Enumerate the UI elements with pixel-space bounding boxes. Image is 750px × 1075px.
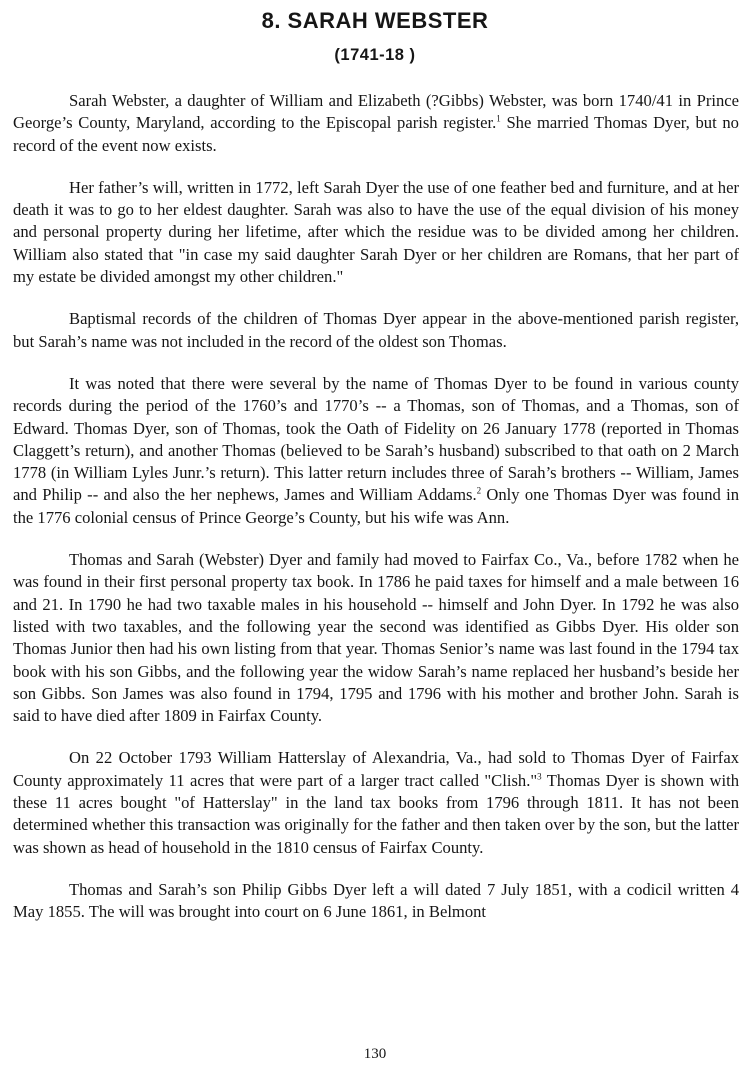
paragraph-text-cont: Only one Thomas Dyer was found in the 1776 colonial census of Prince George’s County, but his wife was Ann.	[13, 485, 739, 527]
paragraph-text: On 22 October 1793 William Hatterslay of Alexandria, Va., had sold to Thomas Dyer of Fairfax County approximately 11 acres that were part of a larger tract called "Clish."	[13, 748, 739, 790]
paragraph-text: Sarah Webster, a daughter of William and Elizabeth (?Gibbs) Webster, was born 1740/41 in Prince George’s County, Maryland, according to the Episcopal parish register.	[13, 91, 739, 133]
paragraph-6	[13, 747, 739, 858]
paragraph-4	[13, 373, 739, 529]
footnote-ref-1: 1	[496, 113, 501, 124]
paragraph-2	[13, 177, 739, 288]
paragraph-text: It was noted that there were several by the name of Thomas Dyer to be found in various county records during the period of the 1760’s and 1770’s -- a Thomas, son of Thomas, and a Thomas, son of Edward. Thomas Dyer, son of Thomas, took the Oath of Fidelity on 26 January 1778 (reported in Thomas Claggett’s return), and another Thomas (believed to be Sarah’s husband) subscribed to that oath on 2 March 1778 (in William Lyles Junr.’s return). This latter return includes three of Sarah’s brothers -- William, James and Philip -- and also the her nephews, James and William Addams.	[13, 373, 739, 505]
paragraph-3	[13, 308, 739, 353]
page-number: 130	[363, 1046, 387, 1062]
paragraph-text: Thomas and Sarah’s son Philip Gibbs Dyer left a will dated 7 July 1851, with a codicil written 4 May 1855. The will was brought into court on 6 June 1861, in Belmont	[13, 879, 739, 922]
paragraph-5	[13, 549, 739, 727]
paragraph-text: Her father’s will, written in 1772, left Sarah Dyer the use of one feather bed and furniture, and at her death it was to go to her eldest daughter. Sarah was also to have the use of the equal division of his money and personal property during her lifetime, after which the residue was to be divided among her children. William also stated that "in case my said daughter Sarah Dyer or her children are Romans, that her part of my estate be divided amongst my other children."	[13, 177, 739, 287]
body-text	[13, 90, 739, 944]
footnote-ref-3: 3	[537, 771, 542, 782]
paragraph-text: Thomas and Sarah (Webster) Dyer and family had moved to Fairfax Co., Va., before 1782 when he was found in their first personal property tax book. In 1786 he paid taxes for himself and a male between 16 and 21. In 1790 he had two taxable males in his household -- himself and John Dyer. In 1792 he was also listed with two taxables, and the following year the second was identified as Gibbs Dyer. His older son Thomas Junior then had his own listing from that year. Thomas Senior’s name was last found in the 1794 tax book with his son Gibbs, and the following year the widow Sarah’s name replaced her husband’s beside her son Gibbs. Son James was also found in 1794, 1795 and 1796 with his mother and brother John. Sarah is said to have died after 1809 in Fairfax County.	[13, 550, 739, 726]
paragraph-7	[13, 879, 739, 924]
footnote-ref-2: 2	[476, 485, 482, 496]
life-dates: (1741-18 )	[334, 46, 416, 64]
paragraph-1	[13, 90, 739, 157]
paragraph-text-cont: Thomas Dyer is shown with these 11 acres bought "of Hatterslay" in the land tax books from 1796 through 1811. It has not been determined whether this transaction was originally for the father and then taken over by the son, but the latter was shown as head of household in the 1810 census of Fairfax County.	[13, 770, 739, 857]
chapter-title: 8. SARAH WEBSTER	[261, 8, 489, 33]
paragraph-text-cont: She married Thomas Dyer, but no record of the event now exists.	[13, 113, 739, 155]
paragraph-text: Baptismal records of the children of Thomas Dyer appear in the above-mentioned parish register, but Sarah’s name was not included in the record of the oldest son Thomas.	[13, 309, 739, 351]
